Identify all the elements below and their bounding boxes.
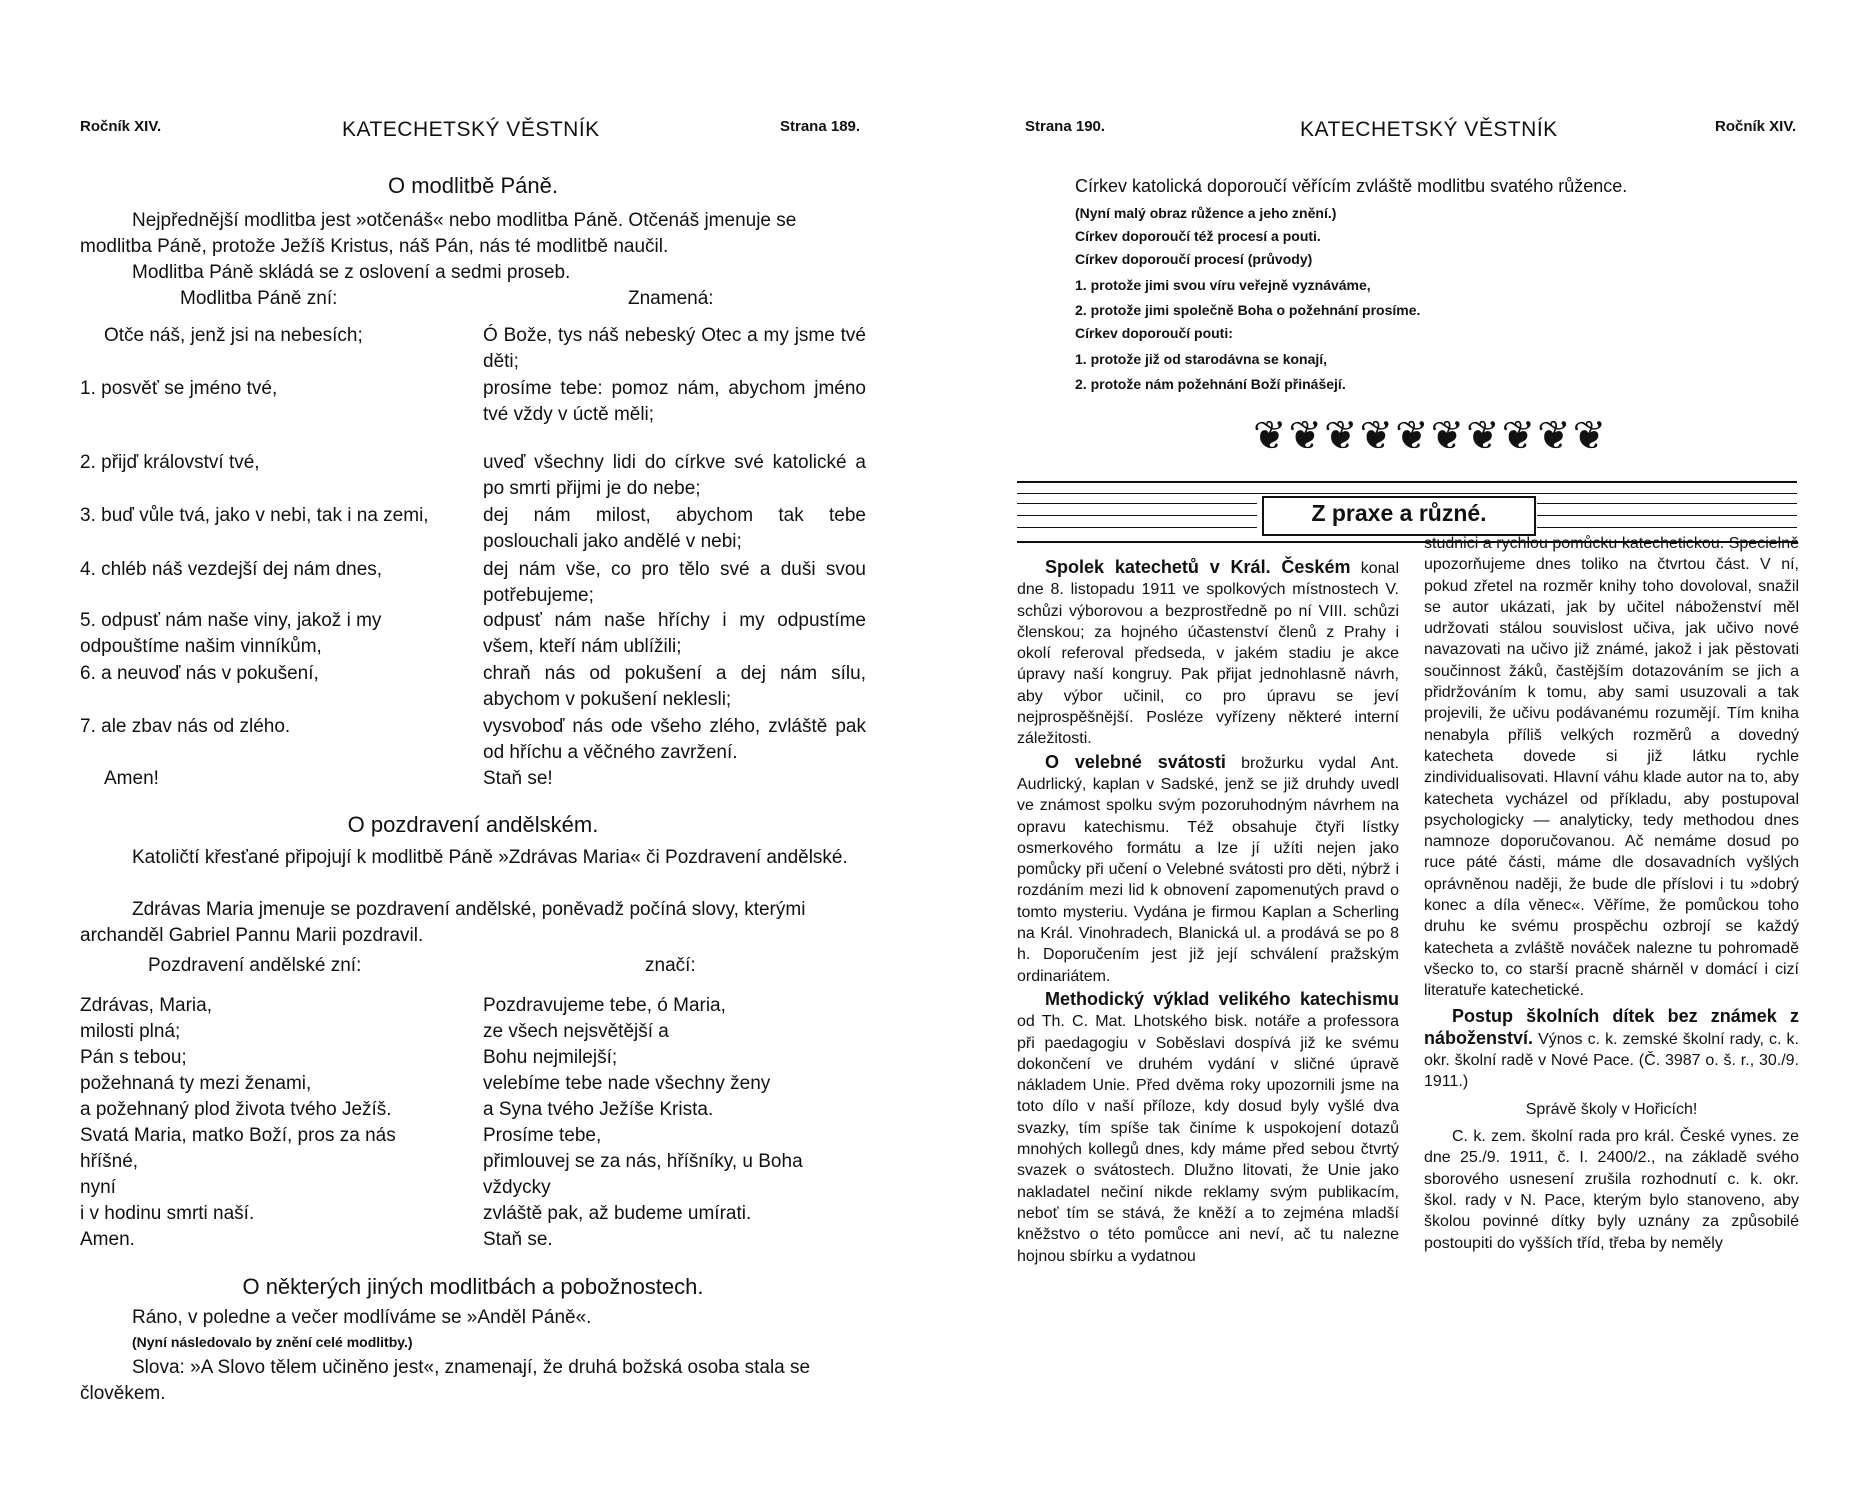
prayer-line: 7. ale zbav nás od zlého. [80, 716, 291, 737]
divider [1017, 527, 1257, 528]
news-item-text: C. k. zem. školní rada pro král. České vynes. ze dne 25./9. 1911, č. I. 2400/2., na základě svého sborového usnesení zrušila rozhodnutí c. k. okr. škol. rady v N. Pace, kterým bylo stanoveno, aby školou povinné dítky byly uznány za způsobilé postoupiti do vyšších tříd, třeba by neměly [1424, 1128, 1799, 1252]
page-number: Strana 190. [1025, 118, 1106, 135]
prayer-meaning: Staň se! [483, 768, 553, 789]
column-heading: Modlitba Páně zní: [180, 288, 338, 309]
divider [1017, 493, 1797, 494]
text-line: a Syna tvého Ježíše Krista. [483, 1099, 714, 1120]
text-line: nyní [80, 1177, 116, 1198]
column-heading: značí: [645, 955, 696, 976]
news-item-title: O velebné svátosti [1045, 751, 1226, 772]
news-item-text: od Th. C. Mat. Lhotského bisk. notáře a professora při paedagogiu v Soběslavi dospívá již ke svému dokončení ve druhém vydání v sličné úpravě nákladem Unie. Před dvěma roky upozornili jsme na toto dílo v naší příloze, kdy dosud byly vyšlé dva svazky, tím spíše tak činíme k uspokojení dotazů mnohých kollegů dnes, kdy máme před sebou čtvrtý svazek o svátostech. Dlužno litovati, že Unie jako nakladatel nečiní nikde reklamy svým publikacím, neboť tím se stává, že kněží a to zejména mladší kněžstvo o této pomůcce ani neví, ač tu nalezne hojnou sbírku a vydatnou [1017, 1013, 1399, 1265]
news-item [1017, 557, 1399, 750]
ornament-border: ❦❦❦❦❦❦❦❦❦❦ [1253, 413, 1609, 458]
text-line: a požehnaný plod života tvého Ježíš. [80, 1099, 392, 1120]
news-column-2 [1424, 533, 1799, 1254]
ave-maria-meaning [483, 993, 873, 1253]
news-item [1017, 752, 1399, 987]
rosary-notes [1075, 202, 1420, 396]
divider [1017, 481, 1797, 483]
text-line: ze všech nejsvětější a [483, 1021, 669, 1042]
text-line: přimlouvej se za nás, hříšníky, u Boha [483, 1151, 803, 1172]
divider [1537, 527, 1797, 528]
prayer-line: 2. přijď království tvé, [80, 452, 260, 473]
text-line: hříšné, [80, 1151, 139, 1172]
text-line: Prosíme tebe, [483, 1125, 602, 1146]
volume-label: Ročník XIV. [80, 118, 162, 135]
column-heading: Pozdravení andělské zní: [148, 955, 362, 976]
journal-title: KATECHETSKÝ VĚSTNÍK [342, 118, 600, 141]
page-number: Strana 189. [780, 118, 861, 135]
news-item-title: Spolek katechetů v Král. Českém [1045, 557, 1351, 577]
journal-title: KATECHETSKÝ VĚSTNÍK [1300, 118, 1558, 141]
section-title-other-prayers: O některých jiných modlitbách a pobožnostech. [242, 1274, 704, 1299]
ave-maria-text [80, 993, 480, 1253]
news-item-title: Postup školních dítek bez známek z náboženství. [1424, 1005, 1799, 1048]
prayer-meaning: vysvoboď nás ode všeho zlého, zvláště pak od hříchu a věčného zavržení. [483, 716, 866, 763]
prayer-meaning: dej nám vše, co pro tělo své a duši svou potřebujeme; [483, 559, 866, 606]
section-title-angelic-salutation: O pozdravení andělském. [347, 812, 599, 837]
prayer-meaning: odpusť nám naše hříchy i my odpustíme všem, kteří nám ublížili; [483, 610, 866, 657]
text-line: Svatá Maria, matko Boží, pros za nás [80, 1125, 396, 1146]
prayer-line: 3. buď vůle tvá, jako v nebi, tak i na zemi, [80, 505, 429, 526]
paragraph: Slova: »A Slovo tělem učiněno jest«, znamenají, že druhá božská osoba stala se člověkem. [80, 1357, 811, 1404]
right-page [937, 0, 1874, 1500]
news-column-1 [1017, 557, 1399, 1269]
divider [1537, 503, 1797, 504]
prayer-line: 6. a neuvoď nás v pokušení, [80, 663, 319, 684]
text-line: Bohu nejmilejší; [483, 1047, 618, 1068]
paragraph: Ráno, v poledne a večer modlíváme se »Anděl Páně«. [132, 1307, 592, 1328]
note-line: 2. protože jimi společně Boha o požehnání prosíme. [1075, 302, 1421, 318]
note-line: 1. protože jimi svou víru veřejně vyznáváme, [1075, 277, 1371, 293]
text-line: Pán s tebou; [80, 1047, 187, 1068]
paragraph: Nejpřednější modlitba jest »otčenáš« nebo modlitba Páně. Otčenáš jmenuje se modlitba Páně, protože Ježíš Kristus, náš Pán, nás té modlitbě naučil. [80, 210, 797, 257]
text-line: Zdrávas, Maria, [80, 995, 212, 1016]
note-line: 1. protože již od starodávna se konají, [1075, 351, 1328, 367]
paragraph: Modlitba Páně skládá se z oslovení a sedmi proseb. [132, 262, 571, 283]
section-title-praxis: Z praxe a různé. [1311, 500, 1487, 526]
prayer-meaning: uveď všechny lidi do církve své katolické a po smrti přijmi je do nebe; [483, 452, 866, 499]
text-line: zvláště pak, až budeme umírati. [483, 1203, 752, 1224]
news-item-title: Methodický výklad velikého katechismu [1045, 988, 1399, 1009]
section-title-lords-prayer: O modlitbě Páně. [388, 173, 558, 198]
news-item [1017, 989, 1399, 1267]
divider [1017, 515, 1257, 516]
note: (Nyní následovalo by znění celé modlitby.) [132, 1334, 413, 1350]
divider [1017, 503, 1257, 504]
volume-label: Ročník XIV. [1715, 118, 1797, 135]
note-line: 2. protože nám požehnání Boží přinášejí. [1075, 376, 1346, 392]
prayer-meaning: Ó Bože, tys náš nebeský Otec a my jsme tvé děti; [483, 325, 866, 372]
prayer-line: 5. odpusť nám naše viny, jakož i my odpouštíme našim vinníkům, [80, 610, 382, 657]
note-line: Církev doporoučí též procesí a pouti. [1075, 228, 1321, 244]
prayer-meaning: prosíme tebe: pomoz nám, abychom jméno tvé vždy v úctě měli; [483, 378, 866, 425]
text-line: Staň se. [483, 1229, 553, 1250]
news-item-text: studnici a rychlou pomůcku katechetickou. Specielně upozorňujeme dnes toliko na čtvrtou část. V ní, pokud zřetel na rozměr knihy toho dovoloval, snažil se autor ukázati, jak by učitel náboženství měl udržovati stálou souvislost učiva, jak učivo nové navazovati na učivo již známé, jakož i jak pěstovati součinnost žáků, častějším dotazováním se jich a přidržováním k tomu, aby sami usuzovali a tak projevili, že učivu podávanému rozumějí. Tím kniha nenabyla příliš velkých rozměrů a dovedný katecheta dovede si již látku rychle zindividualisovati. Hlavní váhu klade autor na to, aby katecheta vycházel od příkladu, aby postupoval psychologicky — analyticky, tedy methodou dnes namnoze doporučovanou. Ač nemáme dosud po ruce páté části, máme dle dosavadních vyšlých oprávněnou naději, že bude dle příslovi i tu »dobrý konec a díla věnec«. Věříme, že pomůckou toho druhu ke svému prospěchu ozbrojí se každý katecheta a zvláště nováček nalezne tu pohromadě všecko to, co starší pracně shárněl v domácí i cizí literatuře katechetické. [1424, 535, 1799, 1000]
paragraph: Katoličtí křesťané připojují k modlitbě Páně »Zdrávas Maria« či Pozdravení andělské. [132, 847, 848, 868]
prayer-meaning: chraň nás od pokušení a dej nám sílu, abychom v pokušení neklesli; [483, 663, 866, 710]
text-line: Amen. [80, 1229, 135, 1250]
note-line: Církev doporoučí procesí (průvody) [1075, 251, 1313, 267]
text-line: vždycky [483, 1177, 551, 1198]
prayer-line: 1. posvěť se jméno tvé, [80, 378, 278, 399]
text-line: Pozdravujeme tebe, ó Maria, [483, 995, 726, 1016]
note-line: (Nyní malý obraz růžence a jeho znění.) [1075, 205, 1337, 221]
prayer-line: 4. chléb náš vezdejší dej nám dnes, [80, 559, 383, 580]
news-item-text: Výnos c. k. zemské školní rady, c. k. okr. školní radě v Nové Pace. (Č. 3987 o. š. r., 30./9. 1911.) [1424, 1030, 1799, 1091]
text-line: i v hodinu smrti naší. [80, 1203, 255, 1224]
paragraph: Zdrávas Maria jmenuje se pozdravení andělské, poněvadž počíná slovy, kterými archanděl Gabriel Pannu Marii pozdravil. [80, 899, 806, 946]
news-item [1424, 1006, 1799, 1093]
divider [1537, 515, 1797, 516]
paragraph: Církev katolická doporoučí věřícím zvláště modlitbu svatého růžence. [1075, 176, 1628, 196]
text-line: milosti plná; [80, 1021, 181, 1042]
news-item-text: konal dne 8. listopadu 1911 ve spolkových místnostech V. schůzi výborovou a bezprostředně po ní VIII. schůzi členskou; za hojného účastenství členů z Prahy i okolí referoval předseda, v jakém stadiu je akce úpravy naší kongruy. Pak přijat jednohlasně návrh, aby výbor učinil, co pro úpravu se jeví nejprospěšnější. Posléze vyřízeny některé interní záležitosti. [1017, 560, 1399, 748]
column-heading: Znamená: [628, 288, 714, 309]
text-line: velebíme tebe nade všechny ženy [483, 1073, 771, 1094]
salutation: Správě školy v Hořicích! [1525, 1100, 1698, 1118]
note-line: Církev doporoučí pouti: [1075, 325, 1233, 341]
prayer-line: Otče náš, jenž jsi na nebesích; [104, 325, 363, 346]
prayer-line: Amen! [104, 768, 159, 789]
prayer-meaning: dej nám milost, abychom tak tebe poslouchali jako andělé v nebi; [483, 505, 866, 552]
text-line: požehnaná ty mezi ženami, [80, 1073, 312, 1094]
news-item-text: brožurku vydal Ant. Audrlický, kaplan v Sadské, jenž se již druhdy uvedl ve známost spolku svým pozoruhodným návrhem na opravu katechismu. Též obsahuje čtyři lístky osmerkového formátu a lze jí užíti nejen jako pomůcky při učení o Velebné svátosti pro děti, nýbrž i rozdáním mezi lid k obnovení zapomenutých pravd o tomto mysteriu. Vydána je firmou Kaplan a Scherling na Král. Vinohradech, Blanická ul. a prodává se po 8 h. Doporučením jest již její schválení pražským ordinariátem. [1017, 754, 1399, 985]
